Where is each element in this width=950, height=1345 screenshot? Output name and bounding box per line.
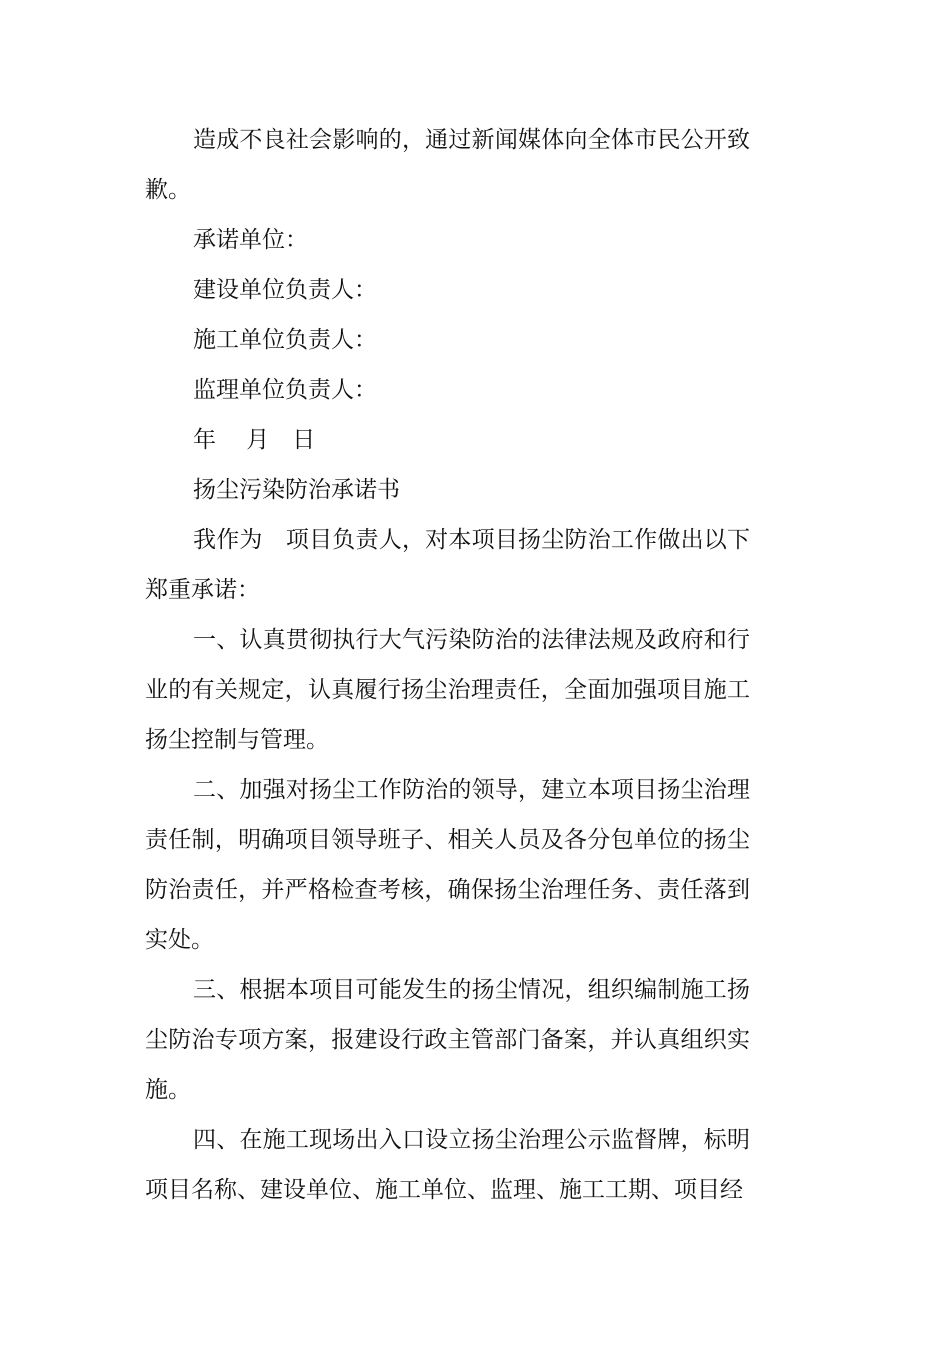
paragraph-date-line: 年 月 日 (193, 427, 316, 453)
section-title: 扬尘污染防治承诺书 (193, 477, 400, 503)
paragraph-item-2: 二、加强对扬尘工作防治的领导，建立本项目扬尘治理责任制，明确项目领导班子、相关人员及各分包单位的扬尘防治责任，并严格检查考核，确保扬尘治理任务、责任落到实处。 (145, 777, 750, 953)
paragraph-item-4: 四、在施工现场出入口设立扬尘治理公示监督牌，标明项目名称、建设单位、施工单位、监理、施工工期、项目经 (145, 1127, 750, 1203)
paragraph-apology-clause: 造成不良社会影响的，通过新闻媒体向全体市民公开致歉。 (145, 127, 750, 203)
paragraph-construction-owner-lead: 建设单位负责人： (193, 277, 377, 303)
document-body (145, 115, 750, 1215)
paragraph-contractor-lead: 施工单位负责人： (193, 327, 377, 353)
paragraph-supervisor-lead: 监理单位负责人： (193, 377, 377, 403)
paragraph-item-1: 一、认真贯彻执行大气污染防治的法律法规及政府和行业的有关规定，认真履行扬尘治理责任，全面加强项目施工扬尘控制与管理。 (145, 627, 750, 753)
paragraph-committed-unit: 承诺单位： (193, 227, 308, 253)
paragraph-item-3: 三、根据本项目可能发生的扬尘情况，组织编制施工扬尘防治专项方案，报建设行政主管部门备案，并认真组织实施。 (145, 977, 750, 1103)
paragraph-intro: 我作为 项目负责人，对本项目扬尘防治工作做出以下郑重承诺： (145, 527, 750, 603)
